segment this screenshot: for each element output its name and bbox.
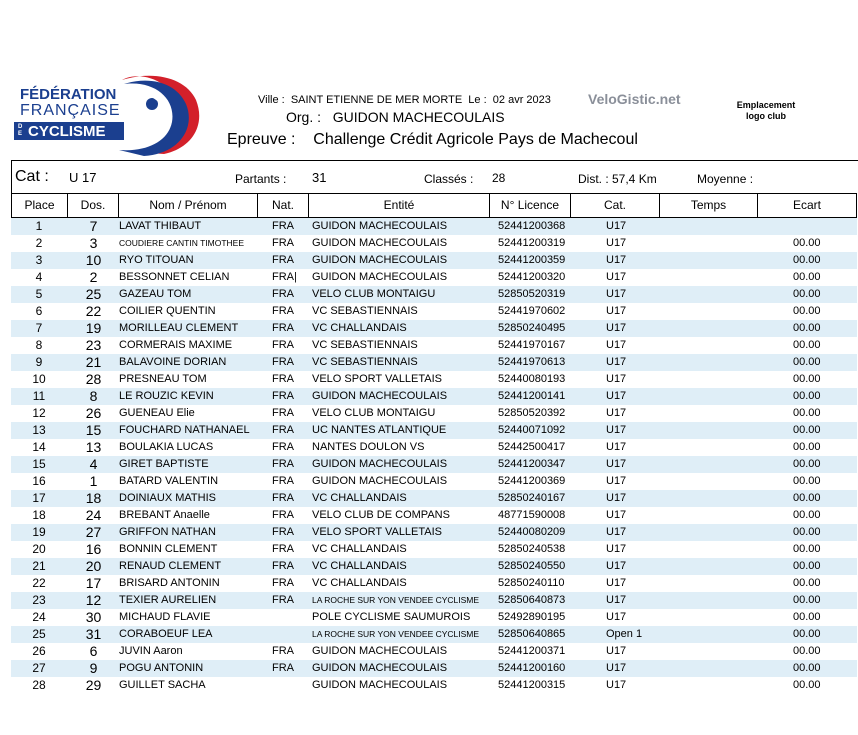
table-row — [11, 439, 857, 456]
nationality-cell: FRA — [272, 356, 294, 368]
dossard-cell: 13 — [85, 439, 102, 455]
licence-cell: 52440071092 — [498, 424, 566, 436]
licence-cell: 52850520319 — [498, 288, 566, 300]
licence-cell: 52441200371 — [498, 645, 566, 657]
licence-cell: 52442500417 — [498, 441, 566, 453]
table-row — [11, 388, 857, 405]
place-cell: 1 — [35, 219, 43, 233]
entity-cell: VELO SPORT VALLETAIS — [312, 526, 443, 538]
category-cell: U17 — [606, 339, 627, 351]
dossard-cell: 22 — [85, 303, 102, 319]
entity-cell: UC NANTES ATLANTIQUE — [312, 424, 447, 436]
category-cell: U17 — [606, 611, 627, 623]
name-cell: BOULAKIA LUCAS — [119, 441, 214, 453]
name-cell: BESSONNET CELIAN — [119, 271, 230, 283]
category-cell: U17 — [606, 390, 627, 402]
licence-cell: 52441200160 — [498, 662, 566, 674]
nationality-cell: FRA — [272, 407, 294, 419]
table-row — [11, 218, 857, 235]
gap-cell: 00.00 — [793, 679, 821, 691]
dossard-cell: 15 — [85, 422, 102, 438]
dossard-cell: 7 — [89, 218, 98, 234]
gap-cell: 00.00 — [793, 662, 821, 674]
ville-value: SAINT ETIENNE DE MER MORTE — [290, 94, 463, 106]
name-cell: MICHAUD FLAVIE — [119, 611, 211, 623]
org-label: Org. : — [286, 109, 322, 125]
nationality-cell: FRA — [272, 339, 294, 351]
table-row — [11, 507, 857, 524]
epreuve-value: Challenge Crédit Agricole Pays de Machecoul — [313, 131, 638, 148]
licence-cell: 52440080193 — [498, 373, 566, 385]
category-cell: U17 — [606, 509, 627, 521]
table-row — [11, 337, 857, 354]
licence-cell: 52850240167 — [498, 492, 566, 504]
entity-cell: GUIDON MACHECOULAIS — [312, 679, 448, 691]
table-row — [11, 235, 857, 252]
table-row — [11, 592, 857, 609]
licence-cell: 52441200320 — [498, 271, 566, 283]
entity-cell: VC CHALLANDAIS — [312, 577, 407, 589]
category-cell: U17 — [606, 322, 627, 334]
place-cell: 27 — [32, 661, 46, 675]
gap-cell: 00.00 — [793, 441, 821, 453]
date-label: Le : — [468, 94, 487, 106]
licence-cell: 52441200319 — [498, 237, 566, 249]
licence-cell: 52441200347 — [498, 458, 566, 470]
dossard-cell: 10 — [85, 252, 102, 268]
moyenne-label: Moyenne : — [697, 172, 754, 186]
table-row — [11, 660, 857, 677]
name-cell: LAVAT THIBAUT — [119, 220, 202, 232]
summary-bar — [11, 160, 858, 193]
place-cell: 12 — [32, 406, 46, 420]
cat-value: U 17 — [69, 170, 97, 185]
place-cell: 7 — [35, 321, 43, 335]
col-name: Nom / Prénom — [119, 194, 258, 217]
name-cell: COILIER QUENTIN — [119, 305, 216, 317]
ville-label: Ville : — [258, 94, 285, 106]
place-cell: 14 — [32, 440, 46, 454]
name-cell: BREBANT Anaelle — [119, 509, 210, 521]
logo-line2: FRANÇAISE — [20, 102, 121, 119]
col-nat: Nat. — [258, 194, 309, 217]
entity-cell: GUIDON MACHECOULAIS — [312, 458, 448, 470]
category-cell: U17 — [606, 237, 627, 249]
results-table-header — [11, 193, 857, 218]
gap-cell: 00.00 — [793, 560, 821, 572]
name-cell: MORILLEAU CLEMENT — [119, 322, 239, 334]
category-cell: U17 — [606, 441, 627, 453]
dossard-cell: 23 — [85, 337, 102, 353]
table-row — [11, 677, 857, 694]
name-cell: TEXIER AURELIEN — [119, 594, 217, 606]
dossard-cell: 6 — [89, 643, 98, 659]
gap-cell: 00.00 — [793, 373, 821, 385]
licence-cell: 52850240538 — [498, 543, 566, 555]
name-cell: PRESNEAU TOM — [119, 373, 207, 385]
table-row — [11, 354, 857, 371]
logo-de: DE — [18, 124, 23, 137]
entity-cell: VC CHALLANDAIS — [312, 560, 407, 572]
col-temps: Temps — [660, 194, 758, 217]
nationality-cell: FRA — [272, 560, 294, 572]
place-cell: 4 — [35, 270, 43, 284]
licence-cell: 52441200359 — [498, 254, 566, 266]
gap-cell: 00.00 — [793, 237, 821, 249]
place-cell: 21 — [32, 559, 46, 573]
table-row — [11, 626, 857, 643]
category-cell: U17 — [606, 254, 627, 266]
gap-cell: 00.00 — [793, 407, 821, 419]
dossard-cell: 1 — [89, 473, 98, 489]
place-cell: 25 — [32, 627, 46, 641]
epreuve-label: Epreuve : — [227, 131, 296, 148]
place-cell: 9 — [35, 355, 43, 369]
place-cell: 19 — [32, 525, 46, 539]
dossard-cell: 30 — [85, 609, 102, 625]
licence-cell: 52441200368 — [498, 220, 566, 232]
gap-cell: 00.00 — [793, 594, 821, 606]
nationality-cell: FRA — [272, 594, 294, 606]
gap-cell: 00.00 — [793, 492, 821, 504]
table-row — [11, 286, 857, 303]
licence-cell: 52850240550 — [498, 560, 566, 572]
category-cell: U17 — [606, 305, 627, 317]
licence-cell: 52440080209 — [498, 526, 566, 538]
entity-cell: GUIDON MACHECOULAIS — [312, 390, 448, 402]
licence-cell: 52850240495 — [498, 322, 566, 334]
gap-cell: 00.00 — [793, 628, 821, 640]
distance: Dist. : 57,4 Km — [578, 172, 657, 186]
entity-cell: VC SEBASTIENNAIS — [312, 356, 418, 368]
place-cell: 2 — [35, 236, 43, 250]
place-cell: 15 — [32, 457, 46, 471]
ffc-logo — [14, 70, 204, 158]
table-row — [11, 422, 857, 439]
ville-line — [258, 94, 551, 106]
name-cell: BALAVOINE DORIAN — [119, 356, 227, 368]
entity-cell: GUIDON MACHECOULAIS — [312, 271, 448, 283]
place-cell: 11 — [32, 389, 46, 403]
col-dos: Dos. — [68, 194, 119, 217]
entity-cell: VC CHALLANDAIS — [312, 492, 407, 504]
nationality-cell: FRA — [272, 509, 294, 521]
category-cell: U17 — [606, 373, 627, 385]
col-entite: Entité — [309, 194, 490, 217]
licence-cell: 52441970167 — [498, 339, 566, 351]
dossard-cell: 16 — [85, 541, 102, 557]
cat-label: Cat : — [15, 168, 49, 185]
dossard-cell: 21 — [85, 354, 102, 370]
table-row — [11, 609, 857, 626]
table-row — [11, 490, 857, 507]
entity-cell: GUIDON MACHECOULAIS — [312, 237, 448, 249]
gap-cell: 00.00 — [793, 305, 821, 317]
licence-cell: 52441970602 — [498, 305, 566, 317]
dossard-cell: 29 — [85, 677, 102, 693]
category-cell: U17 — [606, 424, 627, 436]
gap-cell: 00.00 — [793, 645, 821, 657]
name-cell: GIRET BAPTISTE — [119, 458, 209, 470]
entity-cell: VC CHALLANDAIS — [312, 543, 407, 555]
category-cell: Open 1 — [606, 628, 643, 640]
col-place: Place — [11, 194, 68, 217]
name-cell: GUILLET SACHA — [119, 679, 206, 691]
entity-cell: VELO CLUB DE COMPANS — [312, 509, 450, 521]
name-cell: GUENEAU Elie — [119, 407, 195, 419]
name-cell: BRISARD ANTONIN — [119, 577, 220, 589]
logo-line3: CYCLISME — [28, 123, 106, 140]
org-value: GUIDON MACHECOULAIS — [332, 109, 505, 125]
dossard-cell: 17 — [85, 575, 102, 591]
licence-cell: 52850520392 — [498, 407, 566, 419]
name-cell: GAZEAU TOM — [119, 288, 192, 300]
licence-cell: 52441200141 — [498, 390, 566, 402]
gap-cell: 00.00 — [793, 339, 821, 351]
licence-cell: 52441200315 — [498, 679, 566, 691]
table-row — [11, 371, 857, 388]
nationality-cell: FRA — [272, 424, 294, 436]
nationality-cell: FRA — [272, 492, 294, 504]
licence-cell: 52441970613 — [498, 356, 566, 368]
dossard-cell: 12 — [85, 592, 102, 608]
table-row — [11, 558, 857, 575]
dossard-cell: 8 — [89, 388, 98, 404]
licence-cell: 52850240110 — [498, 577, 565, 589]
dossard-cell: 9 — [89, 660, 98, 676]
category-cell: U17 — [606, 220, 627, 232]
dossard-cell: 4 — [89, 456, 98, 472]
licence-cell: 52850640865 — [498, 628, 566, 640]
category-cell: U17 — [606, 594, 627, 606]
epreuve-line — [227, 131, 638, 149]
name-cell: JUVIN Aaron — [119, 645, 183, 657]
place-cell: 22 — [32, 576, 46, 590]
name-cell: POGU ANTONIN — [119, 662, 204, 674]
entity-cell: VC CHALLANDAIS — [312, 322, 407, 334]
entity-cell: VELO SPORT VALLETAIS — [312, 373, 443, 385]
entity-cell: GUIDON MACHECOULAIS — [312, 662, 448, 674]
table-row — [11, 405, 857, 422]
category-cell: U17 — [606, 543, 627, 555]
col-ecart: Ecart — [758, 194, 857, 217]
nationality-cell: FRA — [272, 254, 294, 266]
name-cell: DOINIAUX MATHIS — [119, 492, 216, 504]
nationality-cell: FRA — [272, 458, 294, 470]
place-cell: 8 — [35, 338, 43, 352]
place-cell: 6 — [35, 304, 43, 318]
place-cell: 18 — [32, 508, 46, 522]
table-row — [11, 269, 857, 286]
category-cell: U17 — [606, 458, 627, 470]
entity-cell: VELO CLUB MONTAIGU — [312, 288, 436, 300]
gap-cell: 00.00 — [793, 458, 821, 470]
name-cell: RYO TITOUAN — [119, 254, 194, 266]
name-cell: RENAUD CLEMENT — [119, 560, 222, 572]
partants-label: Partants : — [235, 172, 287, 186]
gap-cell: 00.00 — [793, 475, 821, 487]
entity-cell: GUIDON MACHECOULAIS — [312, 254, 448, 266]
dossard-cell: 19 — [85, 320, 102, 336]
gap-cell: 00.00 — [793, 509, 821, 521]
nationality-cell: FRA| — [272, 271, 297, 283]
category-cell: U17 — [606, 560, 627, 572]
gap-cell: 00.00 — [793, 577, 821, 589]
category-cell: U17 — [606, 526, 627, 538]
category-cell: U17 — [606, 475, 627, 487]
category-cell: U17 — [606, 577, 627, 589]
nationality-cell: FRA — [272, 543, 294, 555]
table-row — [11, 473, 857, 490]
dossard-cell: 28 — [85, 371, 102, 387]
classes-value: 28 — [492, 171, 506, 185]
entity-cell: GUIDON MACHECOULAIS — [312, 645, 448, 657]
dossard-cell: 26 — [85, 405, 102, 421]
place-cell: 13 — [32, 423, 46, 437]
category-cell: U17 — [606, 356, 627, 368]
table-row — [11, 541, 857, 558]
table-row — [11, 456, 857, 473]
partants-value: 31 — [312, 170, 327, 185]
nationality-cell: FRA — [272, 662, 294, 674]
dossard-cell: 2 — [89, 269, 98, 285]
nationality-cell: FRA — [272, 475, 294, 487]
name-cell: CORMERAIS MAXIME — [119, 339, 233, 351]
nationality-cell: FRA — [272, 390, 294, 402]
logo-line1: FÉDÉRATION — [20, 86, 117, 103]
nationality-cell: FRA — [272, 441, 294, 453]
entity-cell: GUIDON MACHECOULAIS — [312, 475, 448, 487]
velogistic-brand: VeloGistic.net — [588, 91, 681, 107]
place-cell: 5 — [35, 287, 43, 301]
club-logo-placeholder: Emplacement logo club — [736, 100, 796, 121]
place-cell: 23 — [32, 593, 46, 607]
table-row — [11, 252, 857, 269]
dossard-cell: 20 — [85, 558, 102, 574]
place-cell: 28 — [32, 678, 46, 692]
category-cell: U17 — [606, 662, 627, 674]
nationality-cell: FRA — [272, 305, 294, 317]
category-cell: U17 — [606, 492, 627, 504]
entity-cell: VC SEBASTIENNAIS — [312, 339, 418, 351]
nationality-cell: FRA — [272, 237, 294, 249]
licence-cell: 52492890195 — [498, 611, 566, 623]
col-licence: N° Licence — [490, 194, 571, 217]
dossard-cell: 25 — [85, 286, 102, 302]
col-cat: Cat. — [571, 194, 660, 217]
place-cell: 3 — [35, 253, 43, 267]
gap-cell: 00.00 — [793, 322, 821, 334]
licence-cell: 52850640873 — [498, 594, 566, 606]
gap-cell: 00.00 — [793, 526, 821, 538]
entity-cell: LA ROCHE SUR YON VENDEE CYCLISME — [312, 629, 480, 639]
category-cell: U17 — [606, 288, 627, 300]
name-cell: LE ROUZIC KEVIN — [119, 390, 214, 402]
category-cell: U17 — [606, 645, 627, 657]
dossard-cell: 27 — [85, 524, 102, 540]
gap-cell: 00.00 — [793, 254, 821, 266]
entity-cell: LA ROCHE SUR YON VENDEE CYCLISME — [312, 595, 480, 605]
dossard-cell: 24 — [85, 507, 102, 523]
nationality-cell: FRA — [272, 645, 294, 657]
entity-cell: NANTES DOULON VS — [312, 441, 425, 453]
gap-cell: 00.00 — [793, 611, 821, 623]
date-value: 02 avr 2023 — [492, 94, 551, 106]
name-cell: BATARD VALENTIN — [119, 475, 219, 487]
gap-cell: 00.00 — [793, 288, 821, 300]
gap-cell: 00.00 — [793, 356, 821, 368]
place-cell: 17 — [32, 491, 46, 505]
entity-cell: VC SEBASTIENNAIS — [312, 305, 418, 317]
place-cell: 24 — [32, 610, 46, 624]
name-cell: FOUCHARD NATHANAEL — [119, 424, 250, 436]
results-table-body — [11, 218, 857, 694]
name-cell: COUDIERE CANTIN TIMOTHEE — [119, 238, 244, 248]
entity-cell: GUIDON MACHECOULAIS — [312, 220, 448, 232]
logo-cyclisme-band — [14, 122, 124, 140]
nationality-cell: FRA — [272, 322, 294, 334]
nationality-cell: FRA — [272, 373, 294, 385]
table-row — [11, 643, 857, 660]
nationality-cell: FRA — [272, 577, 294, 589]
gap-cell: 00.00 — [793, 543, 821, 555]
table-row — [11, 524, 857, 541]
nationality-cell: FRA — [272, 288, 294, 300]
category-cell: U17 — [606, 679, 627, 691]
dossard-cell: 18 — [85, 490, 102, 506]
licence-cell: 48771590008 — [498, 509, 566, 521]
licence-cell: 52441200369 — [498, 475, 566, 487]
place-cell: 16 — [32, 474, 46, 488]
category-cell: U17 — [606, 271, 627, 283]
gap-cell: 00.00 — [793, 424, 821, 436]
table-row — [11, 320, 857, 337]
entity-cell: POLE CYCLISME SAUMUROIS — [312, 611, 471, 623]
table-row — [11, 575, 857, 592]
nationality-cell: FRA — [272, 526, 294, 538]
category-cell: U17 — [606, 407, 627, 419]
dossard-cell: 31 — [85, 626, 102, 642]
place-cell: 26 — [32, 644, 46, 658]
name-cell: CORABOEUF LEA — [119, 628, 213, 640]
gap-cell: 00.00 — [793, 271, 821, 283]
name-cell: GRIFFON NATHAN — [119, 526, 216, 538]
classes-label: Classés : — [424, 172, 474, 186]
nationality-cell: FRA — [272, 220, 294, 232]
place-cell: 20 — [32, 542, 46, 556]
dossard-cell: 3 — [89, 235, 98, 251]
place-cell: 10 — [32, 372, 46, 386]
table-row — [11, 303, 857, 320]
name-cell: BONNIN CLEMENT — [119, 543, 218, 555]
entity-cell: VELO CLUB MONTAIGU — [312, 407, 436, 419]
gap-cell: 00.00 — [793, 390, 821, 402]
org-line — [286, 109, 505, 125]
